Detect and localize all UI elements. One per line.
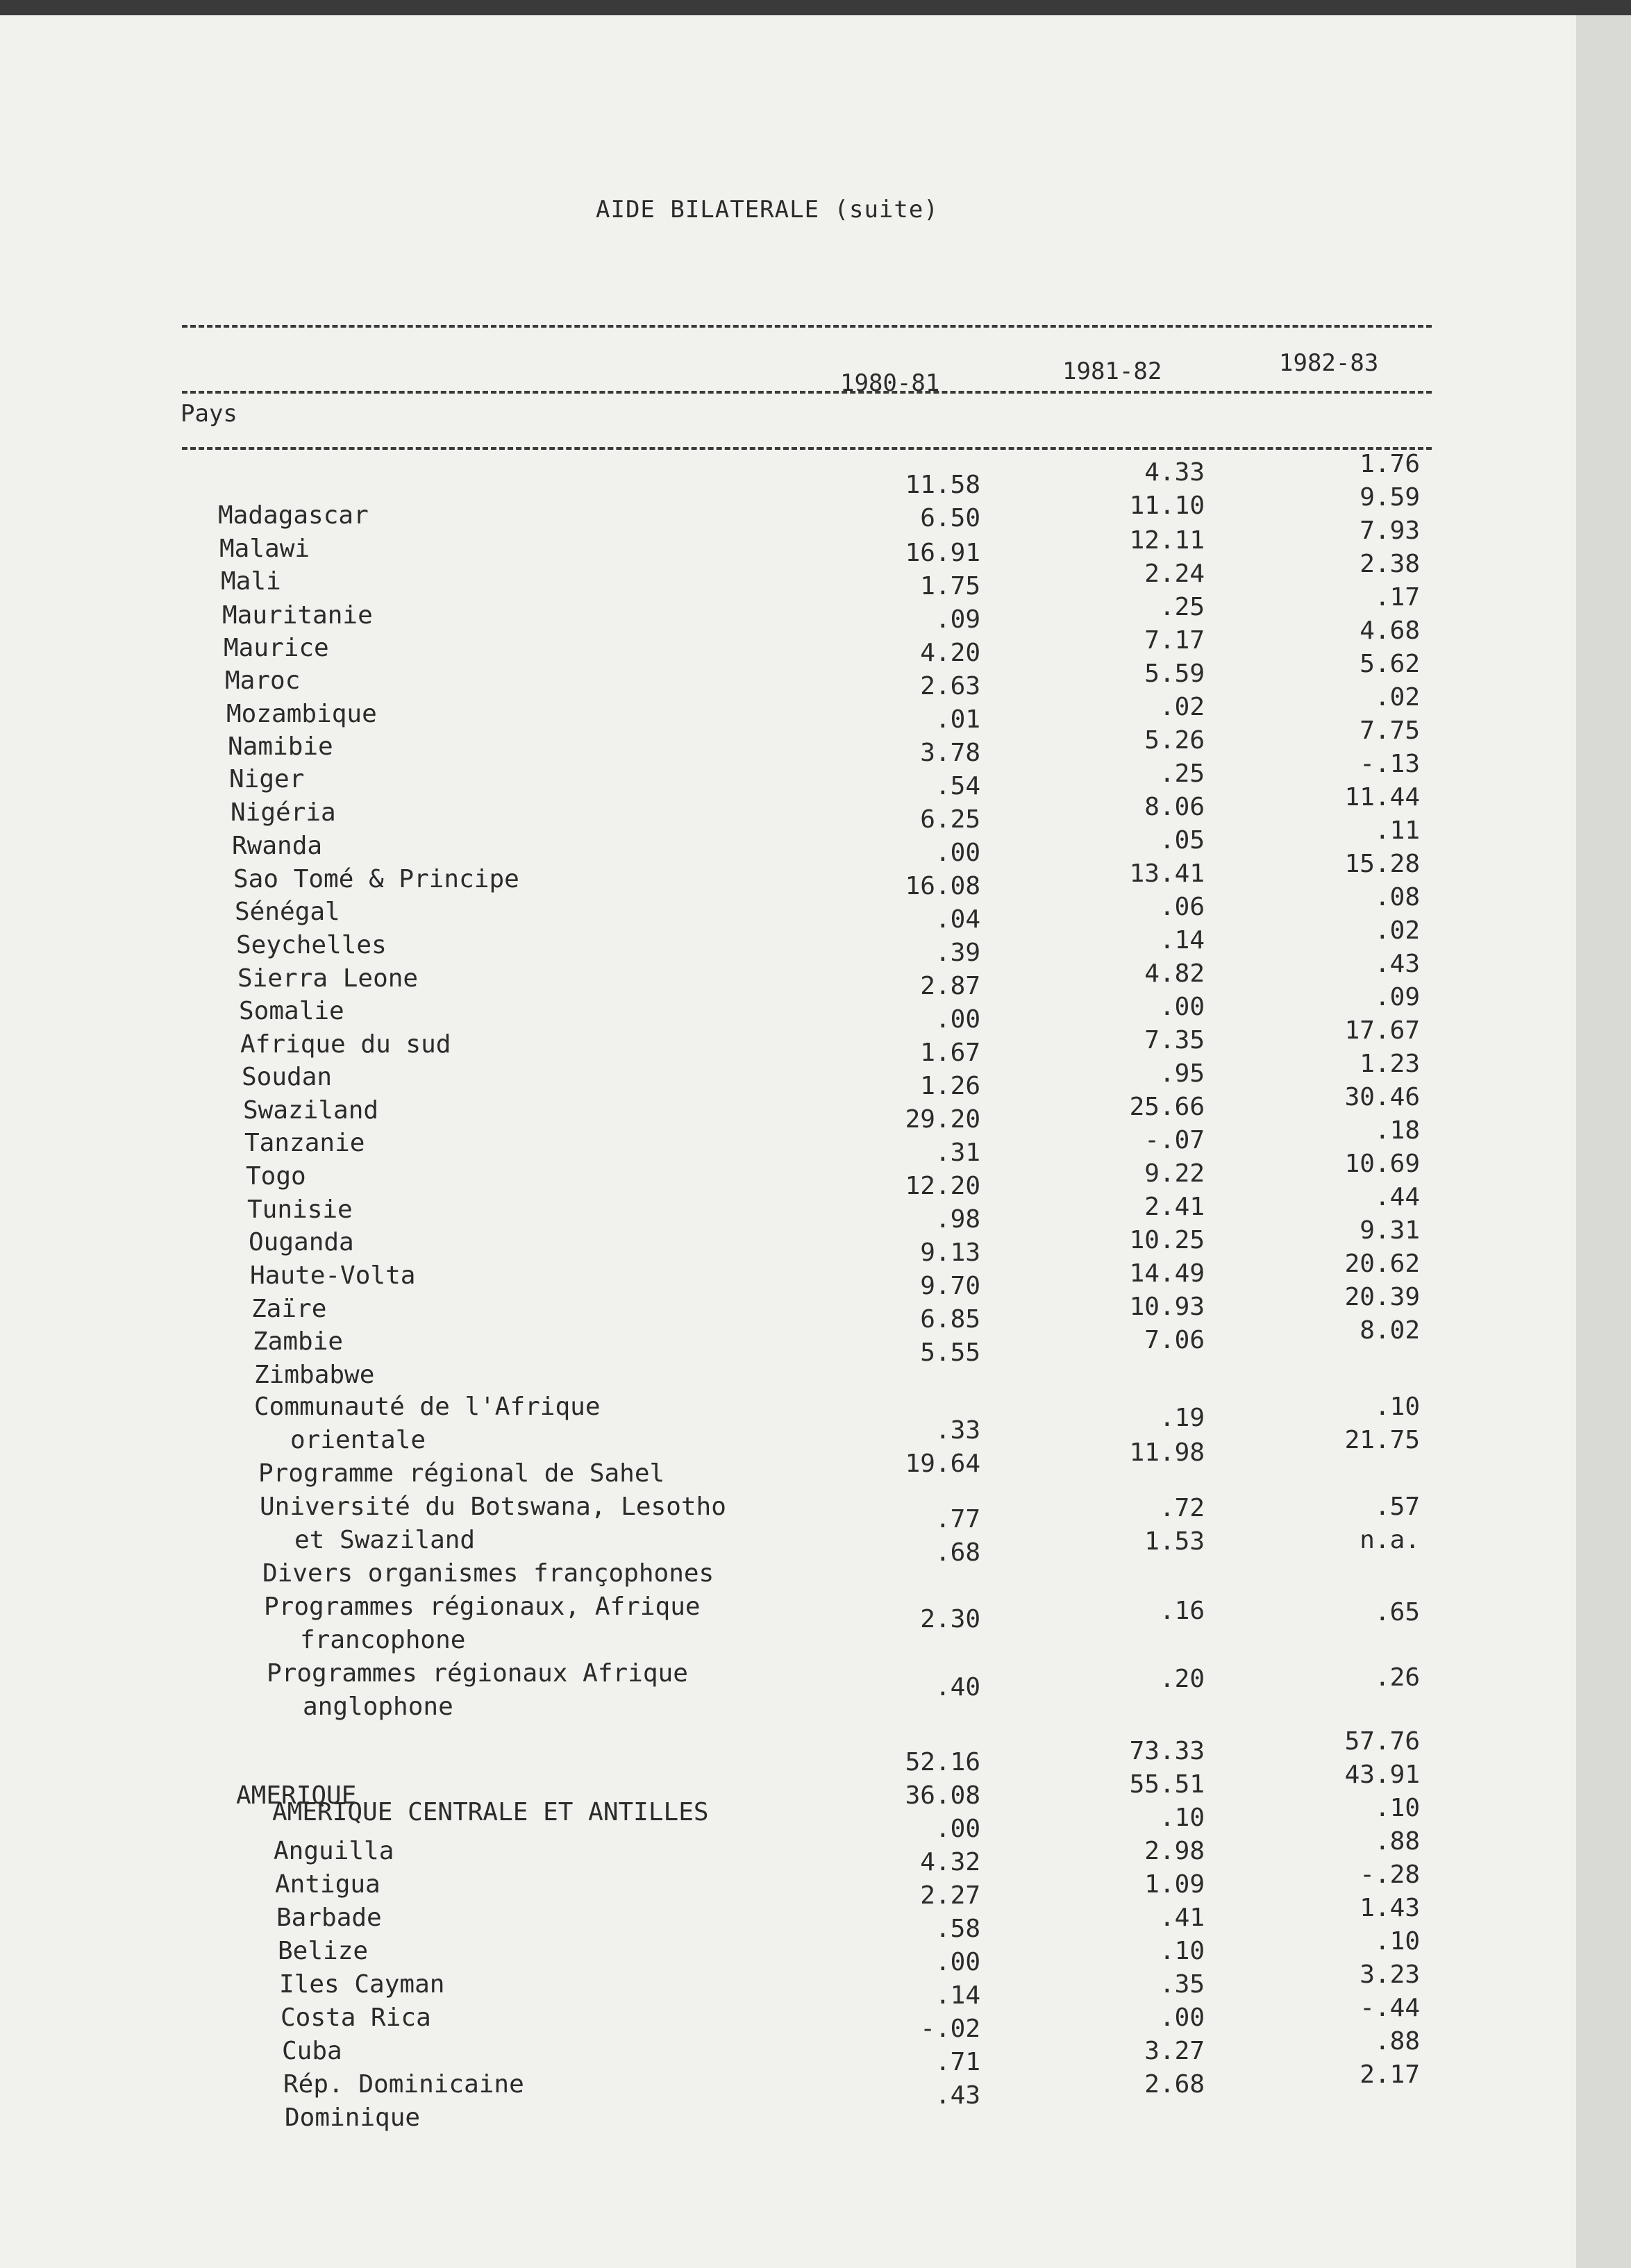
row-label: Namibie <box>228 732 333 761</box>
value-1980-81: 4.32 <box>920 1848 980 1876</box>
value-1980-81: 2.87 <box>920 972 980 1000</box>
row-label: Zaïre <box>251 1295 327 1323</box>
value-1981-82: -.07 <box>1144 1126 1205 1154</box>
value-1980-81: 16.91 <box>905 539 980 567</box>
row-label: Swaziland <box>243 1096 379 1125</box>
row-label: Ouganda <box>249 1228 354 1257</box>
value-1980-81: .00 <box>935 1815 980 1843</box>
value-1982-83: .88 <box>1374 2027 1420 2056</box>
value-1981-82: 2.41 <box>1144 1193 1205 1221</box>
row-label: Soudan <box>242 1063 333 1091</box>
value-1982-83: 7.93 <box>1360 516 1420 545</box>
value-1982-83: .08 <box>1374 883 1420 912</box>
value-1980-81: 11.58 <box>905 471 980 499</box>
value-1981-82: 11.10 <box>1129 492 1205 520</box>
value-1981-82: .00 <box>1159 993 1205 1021</box>
row-label: anglophone <box>303 1692 453 1721</box>
value-1982-83: 1.76 <box>1360 450 1420 478</box>
row-label: Madagascar <box>218 501 369 530</box>
value-1982-83: 20.62 <box>1344 1250 1420 1278</box>
row-label: Zimbabwe <box>254 1361 375 1389</box>
row-label: et Swaziland <box>294 1526 476 1554</box>
row-label: Mauritanie <box>222 601 373 630</box>
row-label: Programmes régionaux, Afrique <box>264 1593 701 1621</box>
value-1981-82: 5.26 <box>1144 726 1205 755</box>
value-1980-81: .01 <box>935 705 980 734</box>
value-1980-81: .71 <box>935 2048 980 2076</box>
row-label: francophone <box>300 1626 466 1654</box>
row-label: Belize <box>278 1937 369 1965</box>
value-1981-82: .10 <box>1159 1804 1205 1832</box>
value-1980-81: 9.13 <box>920 1238 980 1267</box>
value-1982-83: n.a. <box>1360 1526 1420 1554</box>
value-1981-82: .02 <box>1159 693 1205 721</box>
value-1980-81: .00 <box>935 1948 980 1976</box>
row-label: Togo <box>246 1162 306 1191</box>
value-1982-83: 4.68 <box>1360 616 1420 645</box>
row-label: Rép. Dominicaine <box>283 2070 524 2099</box>
value-1981-82: .20 <box>1159 1665 1205 1693</box>
value-1980-81: 6.50 <box>920 504 980 532</box>
value-1980-81: .00 <box>935 1005 980 1034</box>
value-1981-82: .19 <box>1159 1404 1205 1432</box>
row-label: AMERIQUE CENTRALE ET ANTILLES <box>272 1798 709 1826</box>
row-label: Haute-Volta <box>250 1261 416 1290</box>
row-label: Programmes régionaux Afrique <box>267 1659 688 1688</box>
column-header-pays: Pays <box>181 400 237 428</box>
value-1980-81: 19.64 <box>905 1450 980 1478</box>
value-1981-82: 73.33 <box>1129 1737 1205 1765</box>
value-1982-83: 43.91 <box>1344 1761 1420 1789</box>
row-label: Niger <box>229 765 305 793</box>
value-1982-83: 9.59 <box>1360 483 1420 512</box>
row-label: Cuba <box>282 2037 342 2065</box>
value-1981-82: 2.98 <box>1144 1837 1205 1865</box>
value-1982-83: 8.02 <box>1360 1316 1420 1345</box>
value-1982-83: .88 <box>1374 1827 1420 1856</box>
row-label: Nigéria <box>231 798 336 827</box>
page-title: AIDE BILATERALE (suite) <box>596 196 939 224</box>
value-1981-82: 55.51 <box>1129 1770 1205 1799</box>
value-1982-83: -.44 <box>1360 1994 1420 2022</box>
value-1981-82: 9.22 <box>1144 1159 1205 1188</box>
value-1981-82: 1.53 <box>1144 1527 1205 1556</box>
row-label: Tanzanie <box>244 1129 365 1157</box>
value-1980-81: .68 <box>935 1538 980 1567</box>
value-1980-81: .33 <box>935 1416 980 1445</box>
value-1980-81: .43 <box>935 2081 980 2110</box>
value-1982-83: .65 <box>1374 1598 1420 1627</box>
row-label: Tunisie <box>247 1195 353 1224</box>
value-1982-83: .18 <box>1374 1116 1420 1145</box>
row-label: Iles Cayman <box>279 1970 445 1999</box>
value-1981-82: .00 <box>1159 2004 1205 2032</box>
row-label: Costa Rica <box>281 2004 431 2032</box>
row-label: Mozambique <box>226 700 377 728</box>
row-label: Mali <box>221 567 281 596</box>
rule-middle <box>182 391 1432 394</box>
value-1982-83: .17 <box>1374 583 1420 612</box>
row-label: Université du Botswana, Lesotho <box>260 1493 726 1521</box>
row-label: Antigua <box>275 1870 380 1899</box>
value-1982-83: 5.62 <box>1360 650 1420 678</box>
rule-top <box>182 325 1432 328</box>
value-1980-81: .54 <box>935 772 980 800</box>
value-1982-83: 7.75 <box>1360 716 1420 745</box>
value-1981-82: 10.25 <box>1129 1226 1205 1254</box>
value-1980-81: .40 <box>935 1673 980 1702</box>
row-label: Anguilla <box>274 1837 394 1865</box>
value-1981-82: 2.68 <box>1144 2070 1205 2099</box>
value-1982-83: 3.23 <box>1360 1960 1420 1989</box>
row-label: Dominique <box>285 2103 421 2132</box>
value-1980-81: 4.20 <box>920 639 980 667</box>
value-1982-83: .02 <box>1374 916 1420 945</box>
value-1982-83: 10.69 <box>1344 1150 1420 1178</box>
value-1980-81: .09 <box>935 605 980 634</box>
value-1980-81: .58 <box>935 1915 980 1943</box>
value-1980-81: .31 <box>935 1139 980 1167</box>
value-1982-83: .26 <box>1374 1663 1420 1692</box>
value-1981-82: 25.66 <box>1129 1093 1205 1121</box>
value-1980-81: 9.70 <box>920 1272 980 1300</box>
value-1982-83: 21.75 <box>1344 1426 1420 1454</box>
value-1981-82: 13.41 <box>1129 859 1205 888</box>
value-1981-82: 12.11 <box>1129 526 1205 555</box>
column-header-1981-82: 1981-82 <box>1062 358 1162 385</box>
row-label: Maurice <box>224 634 329 662</box>
value-1980-81: 2.27 <box>920 1881 980 1910</box>
value-1981-82: 3.27 <box>1144 2037 1205 2065</box>
value-1982-83: 1.23 <box>1360 1050 1420 1078</box>
value-1981-82: .72 <box>1159 1494 1205 1522</box>
row-label: Programme régional de Sahel <box>258 1459 665 1488</box>
value-1982-83: 20.39 <box>1344 1283 1420 1311</box>
scan-top-edge <box>0 0 1631 15</box>
value-1981-82: 14.49 <box>1129 1259 1205 1288</box>
value-1982-83: -.13 <box>1360 750 1420 778</box>
row-label: Afrique du sud <box>240 1030 451 1059</box>
value-1981-82: 4.82 <box>1144 959 1205 988</box>
value-1980-81: 2.30 <box>920 1605 980 1633</box>
column-header-1980-81: 1980-81 <box>840 369 940 397</box>
value-1980-81: .77 <box>935 1505 980 1534</box>
column-header-1982-83: 1982-83 <box>1279 349 1379 377</box>
value-1981-82: 7.17 <box>1144 626 1205 655</box>
row-label: Barbade <box>276 1904 382 1932</box>
value-1982-83: 11.44 <box>1344 783 1420 812</box>
row-label: Somalie <box>239 997 344 1025</box>
value-1980-81: 6.85 <box>920 1305 980 1334</box>
value-1980-81: .39 <box>935 939 980 967</box>
row-label: Divers organismes françophones <box>262 1559 714 1588</box>
value-1982-83: .10 <box>1374 1927 1420 1956</box>
value-1982-83: .10 <box>1374 1393 1420 1421</box>
value-1981-82: .10 <box>1159 1937 1205 1965</box>
value-1982-83: .09 <box>1374 983 1420 1011</box>
value-1981-82: .16 <box>1159 1597 1205 1625</box>
value-1981-82: .25 <box>1159 759 1205 788</box>
value-1982-83: 2.38 <box>1360 550 1420 578</box>
value-1980-81: 52.16 <box>905 1748 980 1776</box>
value-1982-83: .02 <box>1374 683 1420 712</box>
value-1981-82: .25 <box>1159 593 1205 621</box>
value-1981-82: .35 <box>1159 1970 1205 1999</box>
row-label: Sierra Leone <box>237 964 419 993</box>
value-1981-82: .05 <box>1159 826 1205 855</box>
row-label: orientale <box>290 1426 426 1454</box>
value-1982-83: .11 <box>1374 816 1420 845</box>
row-label: Rwanda <box>232 832 323 860</box>
value-1981-82: .41 <box>1159 1904 1205 1932</box>
value-1982-83: 57.76 <box>1344 1727 1420 1756</box>
value-1980-81: .98 <box>935 1205 980 1234</box>
value-1980-81: 5.55 <box>920 1338 980 1367</box>
value-1982-83: 17.67 <box>1344 1016 1420 1045</box>
value-1982-83: .43 <box>1374 950 1420 978</box>
row-label: Zambie <box>253 1327 344 1356</box>
value-1980-81: 3.78 <box>920 739 980 767</box>
row-label: Seychelles <box>236 931 387 959</box>
value-1980-81: 1.75 <box>920 572 980 600</box>
value-1981-82: .14 <box>1159 926 1205 955</box>
row-label: Maroc <box>225 666 301 695</box>
value-1980-81: 2.63 <box>920 672 980 700</box>
row-label: Sao Tomé & Principe <box>233 865 519 893</box>
value-1980-81: 1.26 <box>920 1072 980 1100</box>
value-1980-81: -.02 <box>920 2015 980 2043</box>
value-1980-81: .00 <box>935 839 980 867</box>
value-1980-81: 12.20 <box>905 1172 980 1200</box>
row-label: AMERIQUE <box>236 1781 357 1810</box>
row-label: Communauté de l'Afrique <box>254 1393 601 1421</box>
value-1982-83: .10 <box>1374 1794 1420 1822</box>
value-1982-83: 2.17 <box>1360 2060 1420 2089</box>
value-1982-83: 30.46 <box>1344 1083 1420 1111</box>
value-1980-81: 1.67 <box>920 1039 980 1067</box>
scan-right-edge <box>1576 15 1631 2268</box>
value-1980-81: 6.25 <box>920 805 980 834</box>
value-1982-83: 9.31 <box>1360 1216 1420 1245</box>
value-1981-82: .95 <box>1159 1059 1205 1088</box>
value-1982-83: 1.43 <box>1360 1894 1420 1922</box>
value-1982-83: .57 <box>1374 1493 1420 1521</box>
value-1981-82: 7.35 <box>1144 1026 1205 1055</box>
value-1981-82: .06 <box>1159 893 1205 921</box>
value-1982-83: -.28 <box>1360 1860 1420 1889</box>
value-1981-82: 5.59 <box>1144 660 1205 688</box>
row-label: Sénégal <box>235 898 340 926</box>
value-1982-83: 15.28 <box>1344 850 1420 878</box>
value-1981-82: 1.09 <box>1144 1870 1205 1899</box>
value-1980-81: 16.08 <box>905 872 980 900</box>
value-1980-81: .14 <box>935 1981 980 2010</box>
value-1981-82: 11.98 <box>1129 1438 1205 1467</box>
value-1981-82: 8.06 <box>1144 793 1205 821</box>
value-1981-82: 4.33 <box>1144 458 1205 487</box>
value-1982-83: .44 <box>1374 1183 1420 1211</box>
value-1981-82: 7.06 <box>1144 1326 1205 1354</box>
value-1980-81: .04 <box>935 905 980 934</box>
value-1981-82: 2.24 <box>1144 560 1205 588</box>
row-label: Malawi <box>219 535 310 563</box>
value-1980-81: 36.08 <box>905 1781 980 1810</box>
value-1981-82: 10.93 <box>1129 1293 1205 1321</box>
value-1980-81: 29.20 <box>905 1105 980 1134</box>
